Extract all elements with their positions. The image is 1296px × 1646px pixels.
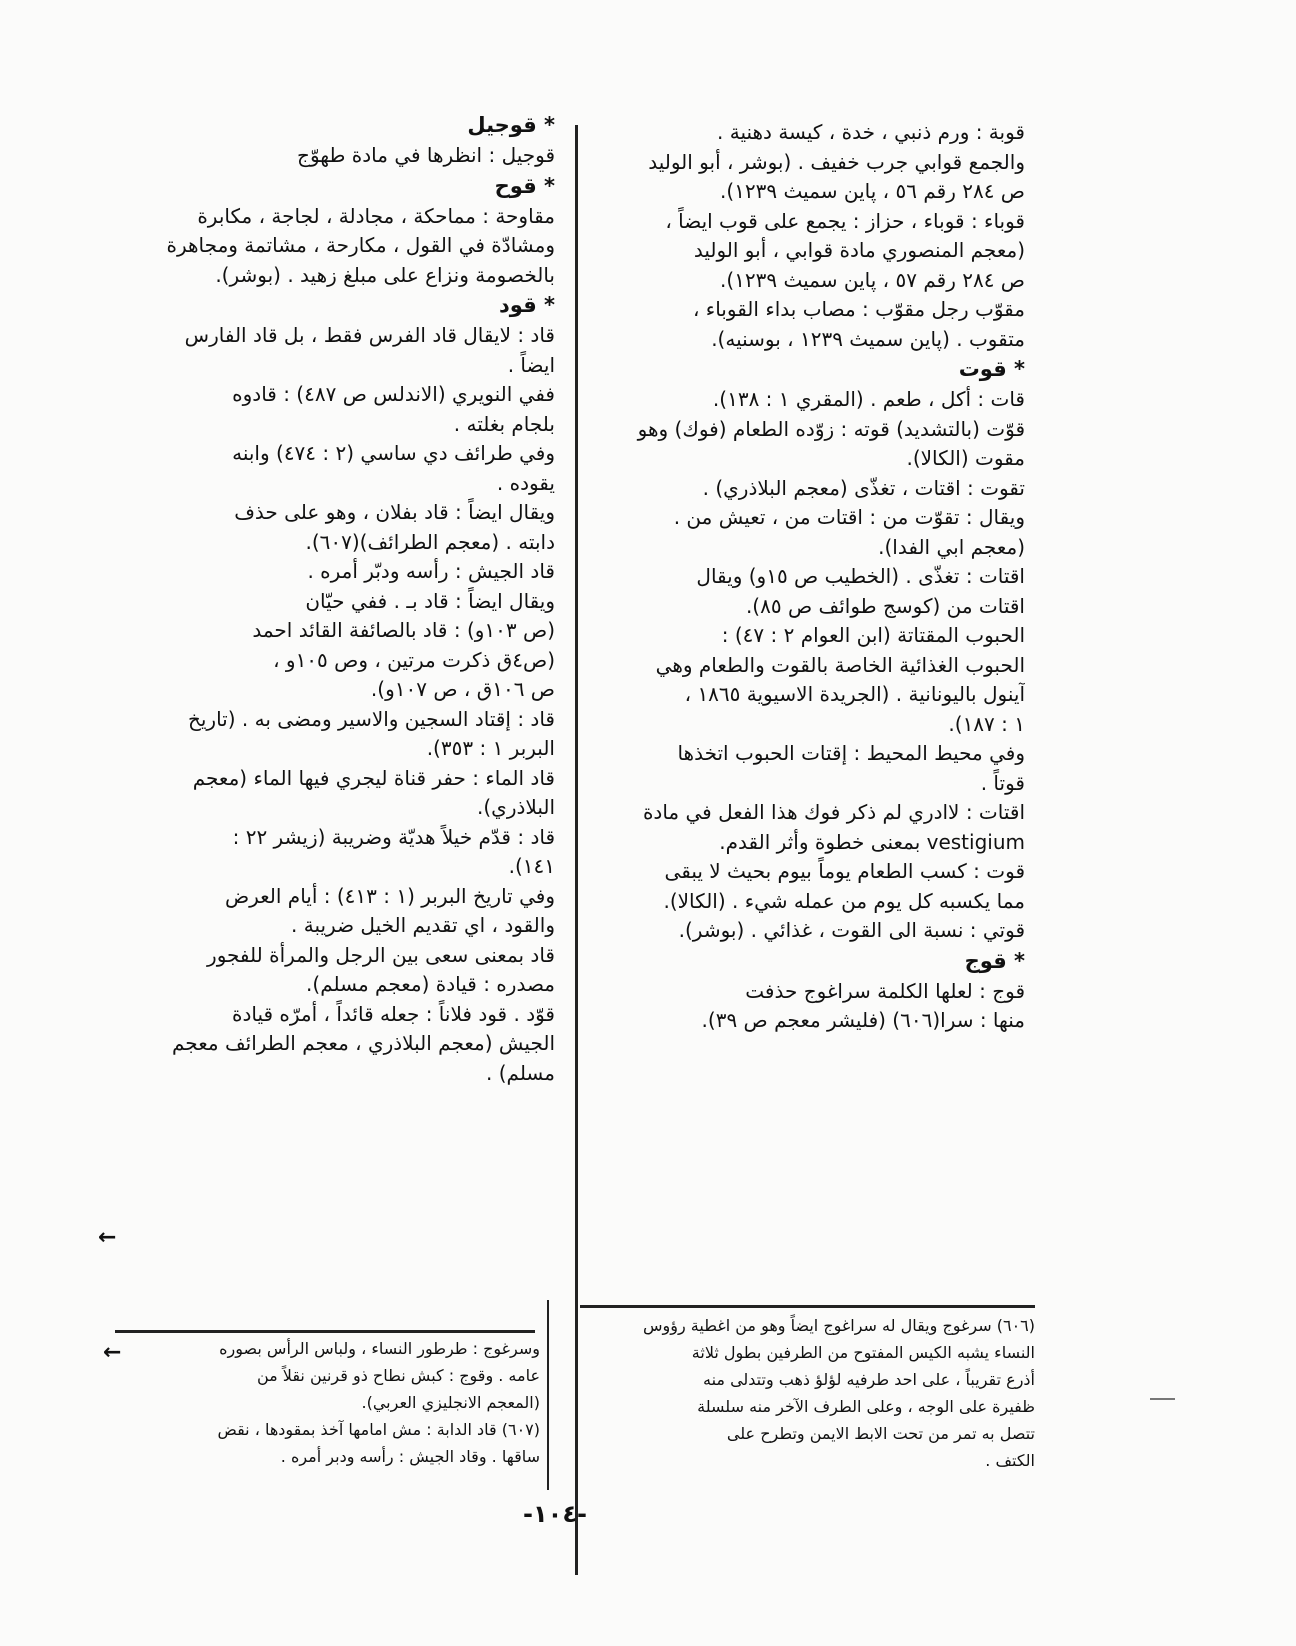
text-line: متقوب . (پاين سميث ١٢٣٩ ، بوسنيه). — [711, 326, 1025, 351]
text-line: (معجم ابي الفدا). — [878, 534, 1025, 559]
text-line: ص ٢٨٤ رقم ٥٧ ، پاين سميث ١٢٣٩). — [720, 267, 1025, 292]
continuation-arrow: ← — [98, 1225, 117, 1250]
footnote-line: الكتف . — [985, 1451, 1035, 1470]
text-line: قوجيل : انظرها في مادة طهوّج — [297, 143, 555, 167]
text-line: وفي طرائف دي ساسي (٢ : ٤٧٤) وابنه — [232, 441, 555, 465]
text-line: والجمع قوابي جرب خفيف . (بوشر ، أبو الوليد — [648, 149, 1025, 174]
text-line: مسلم) . — [485, 1060, 555, 1085]
page-number: -١٠٤- — [523, 1500, 587, 1528]
text-line: قاد الجيش : رأسه ودبّر أمره . — [307, 559, 555, 583]
text-line: ١ : ١٨٧). — [948, 711, 1025, 736]
right-column — [585, 118, 1025, 1036]
text-line: قاد : قدّم خيلاً هديّة وضريبة (زيشر ٢٢ : — [232, 824, 555, 849]
text-line: ويقال ايضاً : قاد بـ . ففي حيّان — [305, 588, 555, 613]
entry-heading: * قوج — [964, 948, 1025, 973]
footnote-rule-left — [115, 1330, 535, 1333]
text-line: بلجام بغلته . — [453, 411, 555, 436]
column-divider — [575, 125, 578, 1575]
text-line: آينول باليونانية . (الجريدة الاسيوية ١٨٦٥ ، — [684, 682, 1025, 706]
text-line: وفي تاريخ البربر (١ : ٤١٣) : أيام العرض — [224, 883, 555, 908]
footnote-line: (٦٠٧) قاد الدابة : مش امامها آخذ بمقودها ، نقض — [217, 1420, 540, 1439]
footnote-line: ظفيرة على الوجه ، وعلى الطرف الآخر منه سلسلة — [697, 1397, 1035, 1416]
text-line: بالخصومة ونزاع على مبلغ زهيد . (بوشر). — [215, 262, 555, 287]
entry-heading: * قوت — [958, 357, 1025, 381]
text-line: منها : سرا(٦٠٦) (فليشر معجم ص ٣٩). — [701, 1008, 1025, 1032]
text-line: اقتات : تغذّى . (الخطيب ص ١٥و) ويقال — [696, 564, 1025, 588]
text-line: مصدره : قيادة (معجم مسلم). — [306, 972, 555, 996]
text-line: قوّد . قود فلاناً : جعله قائداً ، أمرّه قيادة — [231, 1001, 555, 1026]
footnotes-left — [110, 1335, 540, 1470]
text-line: (ص ١٠٣و) : قاد بالصائفة القائد احمد — [252, 618, 555, 642]
footnote-line: عامه . وقوج : كبش نطاح ذو قرنين نقلاً من — [256, 1366, 540, 1385]
text-line: مما يكسبه كل يوم من عمله شيء . (الكالا). — [663, 888, 1025, 913]
text-line: قاد الماء : حفر قناة ليجري فيها الماء (معجم — [192, 765, 555, 790]
left-column — [105, 110, 555, 1088]
continuation-arrow: ← — [103, 1340, 122, 1365]
text-line: ايضاً . — [507, 352, 555, 377]
text-line: قوّت (بالتشديد) قوته : زوّده الطعام (فوك) وهو — [637, 416, 1025, 441]
text-line: قات : أكل ، طعم . (المقري ١ : ١٣٨). — [712, 387, 1025, 411]
text-line: ومشادّة في القول ، مكارحة ، مشاتمة ومجاهرة — [166, 233, 555, 257]
text-line: قاد : إقتاد السجين والاسير ومضى به . (تاريخ — [187, 706, 555, 731]
text-line: يقوده . — [496, 470, 555, 495]
footnote-line: وسرغوج : طرطور النساء ، ولباس الرأس بصوره — [219, 1339, 540, 1358]
entry-heading: * قوح — [494, 173, 555, 198]
text-line: البلاذري). — [477, 795, 555, 819]
text-line: ففي النويري (الاندلس ص ٤٨٧) : قادوه — [232, 382, 555, 406]
text-line: مقوت (الكالا). — [906, 446, 1025, 470]
text-line: دابته . (معجم الطرائف)(٦٠٧). — [305, 529, 555, 554]
text-line: قوت : كسب الطعام يوماً بيوم بحيث لا يبقى — [664, 859, 1025, 883]
text-line: vestigium بمعنى خطوة وأثر القدم. — [719, 829, 1025, 854]
text-line: وفي محيط المحيط : إقتات الحبوب اتخذها — [677, 741, 1025, 765]
footnote-line: (٦٠٦) سرغوج ويقال له سراغوج ايضاً وهو من اغطية رؤوس — [643, 1316, 1035, 1335]
footnote-line: النساء يشبه الكيس المفتوح من الطرفين بطول ثلاثة — [691, 1343, 1035, 1362]
text-line: ص ٢٨٤ رقم ٥٦ ، پاين سميث ١٢٣٩). — [720, 179, 1025, 203]
text-line: مقاوحة : مماحكة ، مجادلة ، لجاجة ، مكابرة — [197, 203, 555, 228]
text-line: قاد : لايقال قاد الفرس فقط ، بل قاد الفارس — [184, 323, 555, 347]
text-line: تقوت : اقتات ، تغذّى (معجم البلاذري) . — [702, 475, 1025, 500]
text-line: الحبوب المقتاتة (ابن العوام ٢ : ٤٧) : — [721, 623, 1025, 647]
text-line: (ص٤ق ذكرت مرتين ، وص ١٠٥و ، — [273, 647, 555, 672]
text-line: الجيش (معجم البلاذري ، معجم الطرائف معجم — [172, 1031, 555, 1055]
entry-heading: * قود — [499, 293, 555, 317]
entry-heading: * قوجيل — [467, 113, 555, 137]
text-line: ويقال ايضاً : قاد بفلان ، وهو على حذف — [234, 500, 555, 524]
text-line: ١٤١). — [508, 854, 555, 878]
text-line: الحبوب الغذائية الخاصة بالقوت والطعام وهي — [655, 652, 1025, 677]
footnotes-right — [590, 1312, 1035, 1474]
footnote-line: تتصل به تمر من تحت الابط الايمن وتطرح على — [726, 1424, 1035, 1443]
text-line: البربر ١ : ٣٥٣). — [426, 736, 555, 760]
footnote-rule-right — [580, 1305, 1035, 1308]
text-line: قاد بمعنى سعى بين الرجل والمرأة للفجور — [207, 942, 555, 967]
text-line: اقتات من (كوسج طوائف ص ٨٥). — [745, 593, 1025, 618]
text-line: قوتاً . — [980, 770, 1025, 795]
text-line: قوج : لعلها الكلمة سراغوج حذفت — [745, 978, 1025, 1003]
footnote-line: (المعجم الانجليزي العربي). — [361, 1393, 540, 1412]
text-line: قوبة : ورم ذنبي ، خدة ، كيسة دهنية . — [717, 120, 1025, 144]
text-line: ص ١٠٦ق ، ص ١٠٧و). — [370, 677, 555, 701]
text-line: قوباء : قوباء ، حزاز : يجمع على قوب ايضاً ، — [665, 208, 1025, 233]
text-line: (معجم المنصوري مادة قوابي ، أبو الوليد — [693, 238, 1025, 262]
text-line: مقوّب رجل مقوّب : مصاب بداء القوباء ، — [692, 297, 1025, 321]
text-line: قوتي : نسبة الى القوت ، غذائي . (بوشر). — [678, 918, 1025, 942]
footnote-column-divider — [547, 1300, 549, 1490]
footnote-line: أذرع تقريباً ، على احد طرفيه لؤلؤ ذهب وتتدلى منه — [703, 1370, 1035, 1389]
text-line: اقتات : لاادري لم ذكر فوك هذا الفعل في مادة — [642, 800, 1025, 824]
footnote-line: ساقها . وقاد الجيش : رأسه ودبر أمره . — [280, 1447, 540, 1466]
text-line: والقود ، اي تقديم الخيل ضريبة . — [291, 913, 555, 937]
text-line: ويقال : تقوّت من : اقتات من ، تعيش من . — [673, 505, 1025, 529]
margin-mark — [1150, 1398, 1175, 1400]
